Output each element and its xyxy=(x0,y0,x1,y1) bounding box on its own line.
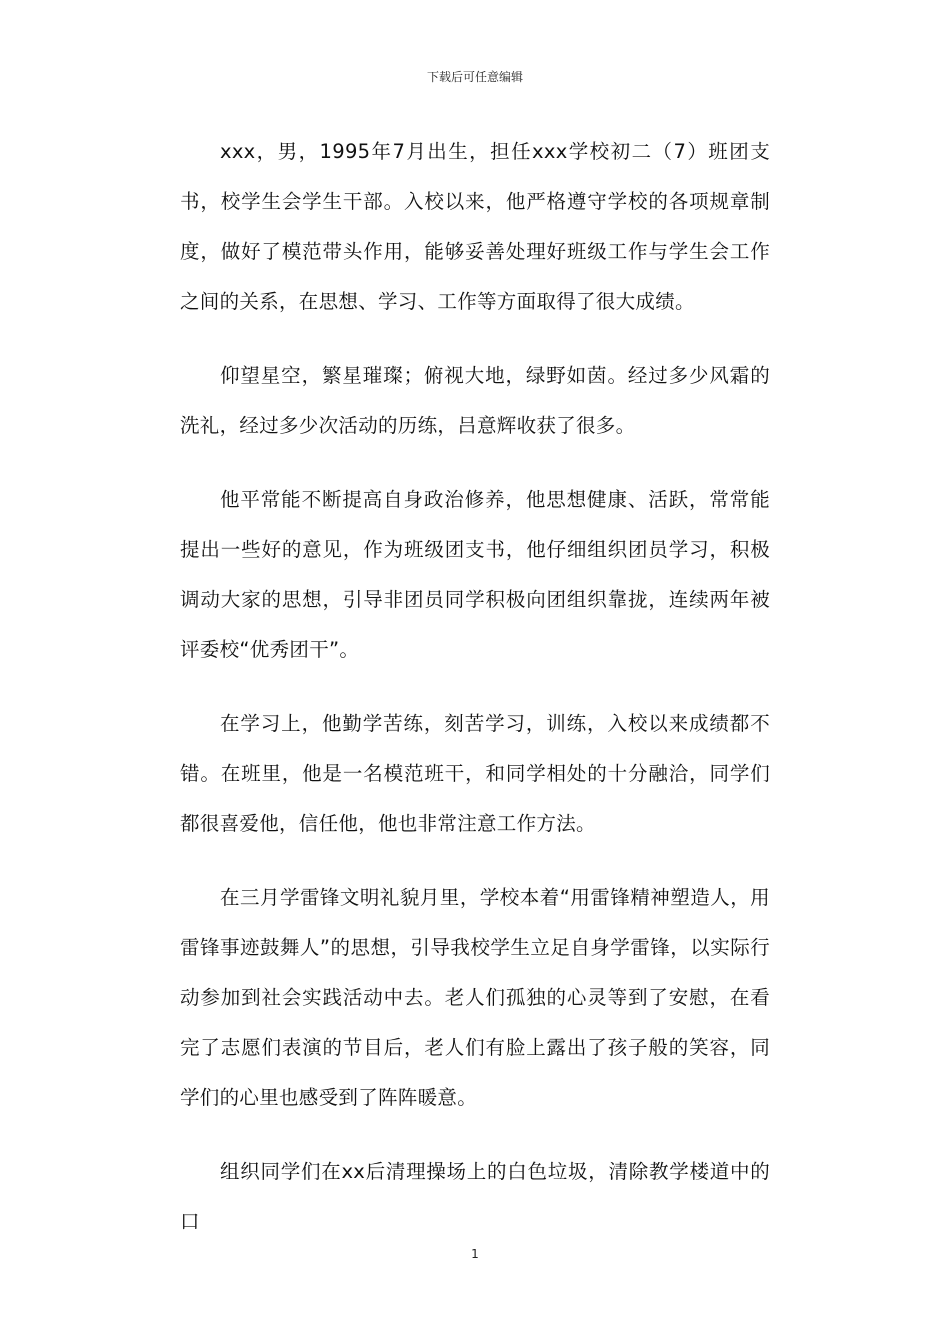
paragraph: 在学习上，他勤学苦练，刻苦学习，训练，入校以来成绩都不错。在班里，他是一名模范班干，和同学相处的十分融洽，同学们都很喜爱他，信任他，他也非常注意工作方法。 xyxy=(180,712,770,835)
paragraph: 组织同学们在xx后清理操场上的白色垃圾，清除教学楼道中的口 xyxy=(180,1160,770,1233)
paragraph: xxx，男，1995年7月出生，担任xxx学校初二（7）班团支书，校学生会学生干部。入校以来，他严格遵守学校的各项规章制度，做好了模范带头作用，能够妥善处理好班级工作与学生会工作之间的关系，在思想、学习、工作等方面取得了很大成绩。 xyxy=(180,140,770,313)
page-header: 下载后可任意编辑 xyxy=(426,70,523,84)
page-number: 1 xyxy=(471,1247,479,1261)
document-body xyxy=(180,127,770,1271)
paragraph: 仰望星空，繁星璀璨；俯视大地，绿野如茵。经过多少风霜的洗礼，经过多少次活动的历练，吕意辉收获了很多。 xyxy=(180,364,770,437)
paragraph: 在三月学雷锋文明礼貌月里，学校本着“用雷锋精神塑造人，用雷锋事迹鼓舞人”的思想，引导我校学生立足自身学雷锋，以实际行动参加到社会实践活动中去。老人们孤独的心灵等到了安慰，在看完了志愿们表演的节目后，老人们有脸上露出了孩子般的笑容，同学们的心里也感受到了阵阵暖意。 xyxy=(180,886,770,1109)
paragraph: 他平常能不断提高自身政治修养，他思想健康、活跃，常常能提出一些好的意见，作为班级团支书，他仔细组织团员学习，积极调动大家的思想，引导非团员同学积极向团组织靠拢，连续两年被评委校“优秀团干”。 xyxy=(180,488,770,661)
